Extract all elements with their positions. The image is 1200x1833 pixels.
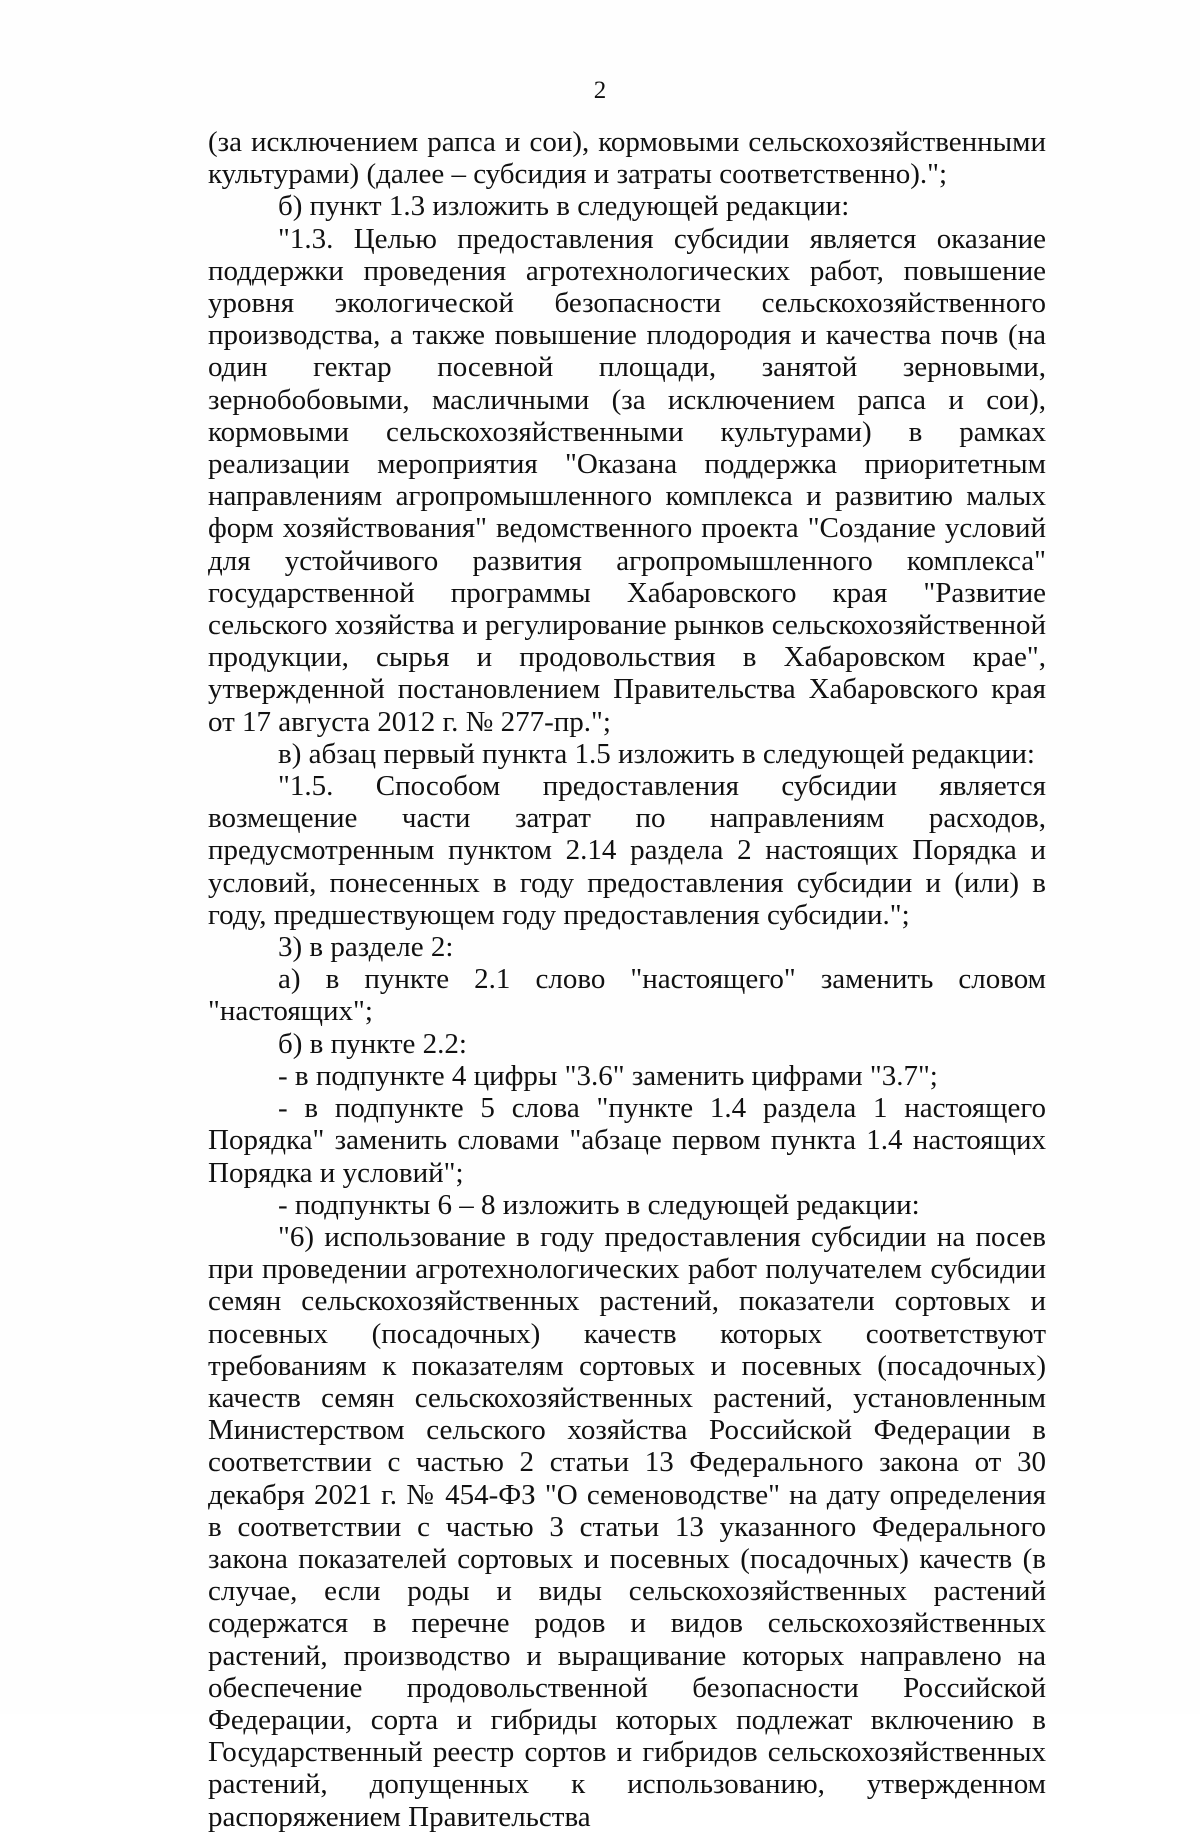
document-body [208,126,1046,1833]
paragraph: 3) в разделе 2: [278,931,454,964]
paragraph: в) абзац первый пункта 1.5 изложить в следующей редакции: [278,737,1035,770]
paragraph: - в подпункте 4 цифры "3.6" заменить цифрами "3.7"; [278,1059,938,1092]
paragraph: - подпункты 6 – 8 изложить в следующей редакции: [278,1188,920,1221]
paragraph: б) в пункте 2.2: [278,1027,467,1060]
paragraph: б) пункт 1.3 изложить в следующей редакции: [278,190,850,223]
paragraph: - в подпункте 5 слова "пункте 1.4 раздела 1 настоящего Порядка" заменить словами "абзаце первом пункта 1.4 настоящих Порядка и условий"; [208,1092,1046,1189]
paragraph: а) в пункте 2.1 слово "настоящего" заменить словом "настоящих"; [208,963,1046,1028]
paragraph: "1.5. Способом предоставления субсидии является возмещение части затрат по направлениям расходов, предусмотренным пунктом 2.14 раздела 2 настоящих Порядка и условий, понесенных в году предоставления субсидии и (или) в году, предшествующем году предоставления субсидии."; [208,770,1046,931]
paragraph: (за исключением рапса и сои), кормовыми сельскохозяйственными культурами) (далее – субсидия и затраты соответственно)."; [208,126,1046,191]
page-number: 2 [593,77,607,104]
paragraph: "6) использование в году предоставления субсидии на посев при проведении агротехнологических работ получателем субсидии семян сельскохозяйственных растений, показатели сортовых и посевных (посадочных) качеств которых соответствуют требованиям к показателям сортовых и посевных (посадочных) качеств семян сельскохозяйственных растений, установленным Министерством сельского хозяйства Российской Федерации в соответствии с частью 2 статьи 13 Федерального закона от 30 декабря 2021 г. № 454-ФЗ "О семеноводстве" на дату определения в соответствии с частью 3 статьи 13 указанного Федерального закона показателей сортовых и посевных (посадочных) качеств (в случае, если роды и виды сельскохозяйственных растений содержатся в перечне родов и видов сельскохозяйственных растений, производство и выращивание которых направлено на обеспечение продовольственной безопасности Российской Федерации, сорта и гибриды которых подлежат включению в Государственный реестр сортов и гибридов сельскохозяйственных растений, допущенных к использованию, утвержденном распоряжением Правительства [208,1220,1046,1833]
paragraph: "1.3. Целью предоставления субсидии является оказание поддержки проведения агротехнологических работ, повышение уровня экологической безопасности сельскохозяйственного производства, а также повышение плодородия и качества почв (на один гектар посевной площади, занятой зерновыми, зернобобовыми, масличными (за исключением рапса и сои), кормовыми сельскохозяйственными культурами) в рамках реализации мероприятия "Оказана поддержка приоритетным направлениям агропромышленного комплекса и развитию малых форм хозяйствования" ведомственного проекта "Создание условий для устойчивого развития агропромышленного комплекса" государственной программы Хабаровского края "Развитие сельского хозяйства и регулирование рынков сельскохозяйственной продукции, сырья и продовольствия в Хабаровском крае", утвержденной постановлением Правительства Хабаровского края от 17 августа 2012 г. № 277-пр."; [208,222,1046,738]
